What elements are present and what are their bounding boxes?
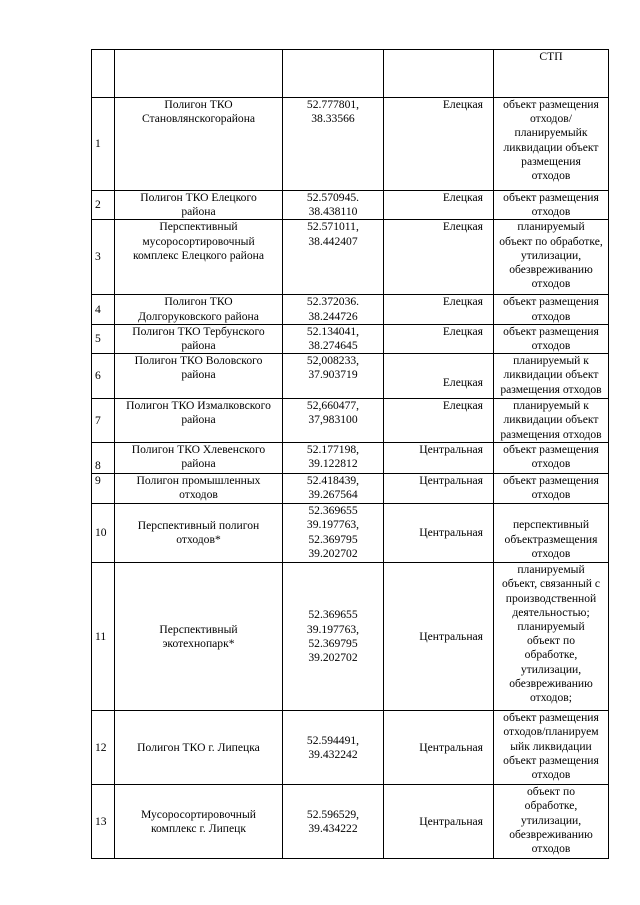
facility-type: объект размещения отходов [494, 443, 609, 474]
row-number: 13 [92, 785, 115, 859]
facility-zone: Центральная [384, 785, 494, 859]
table-row [92, 443, 609, 474]
facility-name: Полигон ТКО Хлевенского района [115, 443, 283, 474]
facility-zone: Елецкая [384, 98, 494, 191]
facility-zone: Центральная [384, 711, 494, 785]
facility-name: Полигон ТКО Воловского района [115, 354, 283, 399]
table-row [92, 785, 609, 859]
facility-name: Полигон ТКО Измалковского района [115, 399, 283, 443]
header-zone-cell [384, 50, 494, 98]
row-number: 10 [92, 504, 115, 563]
row-number: 8 [92, 443, 115, 474]
row-number: 2 [92, 191, 115, 220]
facility-name: Перспективный мусоросортировочный комплекс Елецкого района [115, 220, 283, 295]
facility-type: планируемый объект по обработке, утилизации, обезвреживанию отходов [494, 220, 609, 295]
facility-coordinates: 52.369655 39.197763, 52.369795 39.202702 [283, 504, 384, 563]
facility-zone: Центральная [384, 504, 494, 563]
table-row [92, 563, 609, 711]
facility-type: объект размещения отходов/ планируемыйк ликвидации объект размещения отходов [494, 98, 609, 191]
table-row [92, 354, 609, 399]
facility-type: объект размещения отходов [494, 295, 609, 324]
facility-zone: Елецкая [384, 399, 494, 443]
table-header-row [92, 50, 609, 98]
row-number: 5 [92, 324, 115, 353]
facility-zone: Центральная [384, 474, 494, 504]
table-row [92, 474, 609, 504]
facility-zone: Елецкая [384, 220, 494, 295]
facility-type: планируемый к ликвидации объект размещения отходов [494, 399, 609, 443]
row-number: 4 [92, 295, 115, 324]
facility-name: Полигон ТКО Становлянскогорайона [115, 98, 283, 191]
header-num-cell [92, 50, 115, 98]
facility-name: Полигон ТКО Елецкого района [115, 191, 283, 220]
facility-zone: Центральная [384, 563, 494, 711]
facility-name: Перспективный полигон отходов* [115, 504, 283, 563]
table-row [92, 98, 609, 191]
row-number: 3 [92, 220, 115, 295]
table-row [92, 191, 609, 220]
facility-type: планируемый объект, связанный с производственной деятельностью; планируемый объект по обработке, утилизации, обезвреживанию отходов; [494, 563, 609, 711]
facility-coordinates: 52.177198, 39.122812 [283, 443, 384, 474]
facility-type: объект размещения отходов [494, 474, 609, 504]
table-row [92, 295, 609, 324]
facility-coordinates: 52.570945. 38.438110 [283, 191, 384, 220]
header-type-label: СТП [539, 50, 563, 63]
facility-zone: Елецкая [384, 354, 494, 399]
facility-coordinates: 52.777801, 38.33566 [283, 98, 384, 191]
header-coord-cell [283, 50, 384, 98]
table-row [92, 711, 609, 785]
facility-name: Мусоросортировочный комплекс г. Липецк [115, 785, 283, 859]
facility-type: объект по обработке, утилизации, обезвреживанию отходов [494, 785, 609, 859]
row-number: 11 [92, 563, 115, 711]
table-row [92, 504, 609, 563]
facility-type: объект размещения отходов/планируем ыйк ликвидации объект размещения отходов [494, 711, 609, 785]
facility-zone: Елецкая [384, 324, 494, 353]
facility-coordinates: 52,660477, 37,983100 [283, 399, 384, 443]
facility-type: объект размещения отходов [494, 191, 609, 220]
header-name-cell [115, 50, 283, 98]
facility-coordinates: 52.596529, 39.434222 [283, 785, 384, 859]
facility-type: планируемый к ликвидации объект размещения отходов [494, 354, 609, 399]
facility-name: Полигон ТКО г. Липецка [115, 711, 283, 785]
facility-type: объект размещения отходов [494, 324, 609, 353]
table-row [92, 324, 609, 353]
facility-zone: Центральная [384, 443, 494, 474]
row-number: 7 [92, 399, 115, 443]
header-type-cell [494, 50, 609, 98]
row-number: 12 [92, 711, 115, 785]
facility-coordinates: 52,008233, 37.903719 [283, 354, 384, 399]
facility-coordinates: 52.134041, 38.274645 [283, 324, 384, 353]
facility-name: Полигон ТКО Долгоруковского района [115, 295, 283, 324]
facility-type: перспективный объектразмещения отходов [494, 504, 609, 563]
facility-name: Полигон промышленных отходов [115, 474, 283, 504]
facility-zone: Елецкая [384, 191, 494, 220]
facility-coordinates: 52.594491, 39.432242 [283, 711, 384, 785]
facility-coordinates: 52.372036. 38.244726 [283, 295, 384, 324]
facility-name: Перспективный экотехнопарк* [115, 563, 283, 711]
table-row [92, 399, 609, 443]
facility-name: Полигон ТКО Тербунского района [115, 324, 283, 353]
facility-coordinates: 52.571011, 38.442407 [283, 220, 384, 295]
row-number: 1 [92, 98, 115, 191]
facility-coordinates: 52.369655 39.197763, 52.369795 39.202702 [283, 563, 384, 711]
row-number: 9 [92, 474, 115, 504]
waste-facilities-table [91, 49, 609, 859]
facility-zone: Елецкая [384, 295, 494, 324]
facility-coordinates: 52.418439, 39.267564 [283, 474, 384, 504]
row-number: 6 [92, 354, 115, 399]
table-row [92, 220, 609, 295]
